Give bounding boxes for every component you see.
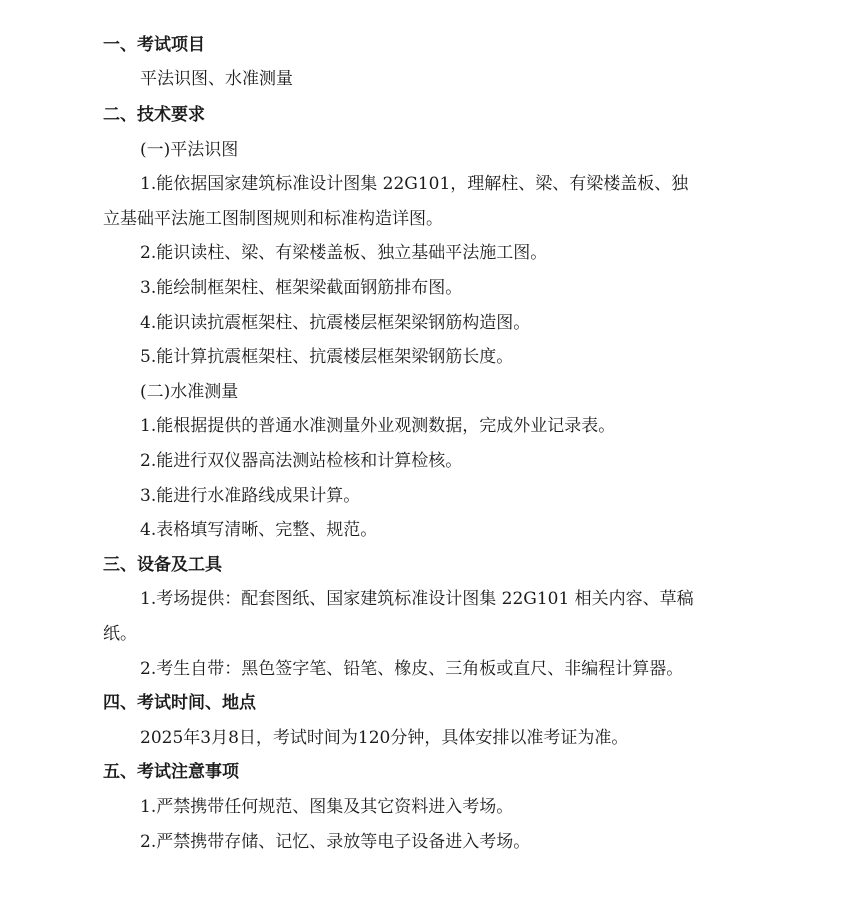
- section-3-item-1-line-2: 纸。: [103, 624, 137, 644]
- section-1-heading: 一、考试项目: [103, 35, 205, 55]
- subsection-2-title: (二)水准测量: [140, 382, 239, 402]
- sub1-item-1-line-2: 立基础平法施工图制图规则和标准构造详图。: [103, 209, 443, 229]
- sub1-item-4: 4.能识读抗震框架柱、抗震楼层框架梁钢筋构造图。: [140, 313, 531, 333]
- section-3-heading: 三、设备及工具: [103, 555, 222, 575]
- sub1-item-5: 5.能计算抗震框架柱、抗震楼层框架梁钢筋长度。: [140, 347, 514, 367]
- sub2-item-2: 2.能进行双仪器高法测站检核和计算检核。: [140, 451, 463, 471]
- section-1-content: 平法识图、水准测量: [140, 69, 293, 89]
- section-4-content: 2025年3月8日，考试时间为120分钟，具体安排以准考证为准。: [140, 728, 629, 748]
- section-3-item-2: 2.考生自带：黑色签字笔、铅笔、橡皮、三角板或直尺、非编程计算器。: [140, 659, 684, 679]
- sub2-item-1: 1.能根据提供的普通水准测量外业观测数据，完成外业记录表。: [140, 416, 616, 436]
- section-4-heading: 四、考试时间、地点: [103, 693, 256, 713]
- section-5-heading: 五、考试注意事项: [103, 762, 239, 782]
- section-5-item-1: 1.严禁携带任何规范、图集及其它资料进入考场。: [140, 797, 514, 817]
- section-3-item-1-line-1: 1.考场提供：配套图纸、国家建筑标准设计图集 22G101 相关内容、草稿: [140, 589, 694, 609]
- section-2-heading: 二、技术要求: [103, 105, 205, 125]
- sub1-item-2: 2.能识读柱、梁、有梁楼盖板、独立基础平法施工图。: [140, 243, 548, 263]
- sub2-item-3: 3.能进行水准路线成果计算。: [140, 486, 361, 506]
- sub2-item-4: 4.表格填写清晰、完整、规范。: [140, 520, 378, 540]
- subsection-1-title: (一)平法识图: [140, 140, 239, 160]
- section-5-item-2: 2.严禁携带存储、记忆、录放等电子设备进入考场。: [140, 832, 531, 852]
- sub1-item-3: 3.能绘制框架柱、框架梁截面钢筋排布图。: [140, 278, 463, 298]
- sub1-item-1-line-1: 1.能依据国家建筑标准设计图集 22G101，理解柱、梁、有梁楼盖板、独: [140, 174, 689, 194]
